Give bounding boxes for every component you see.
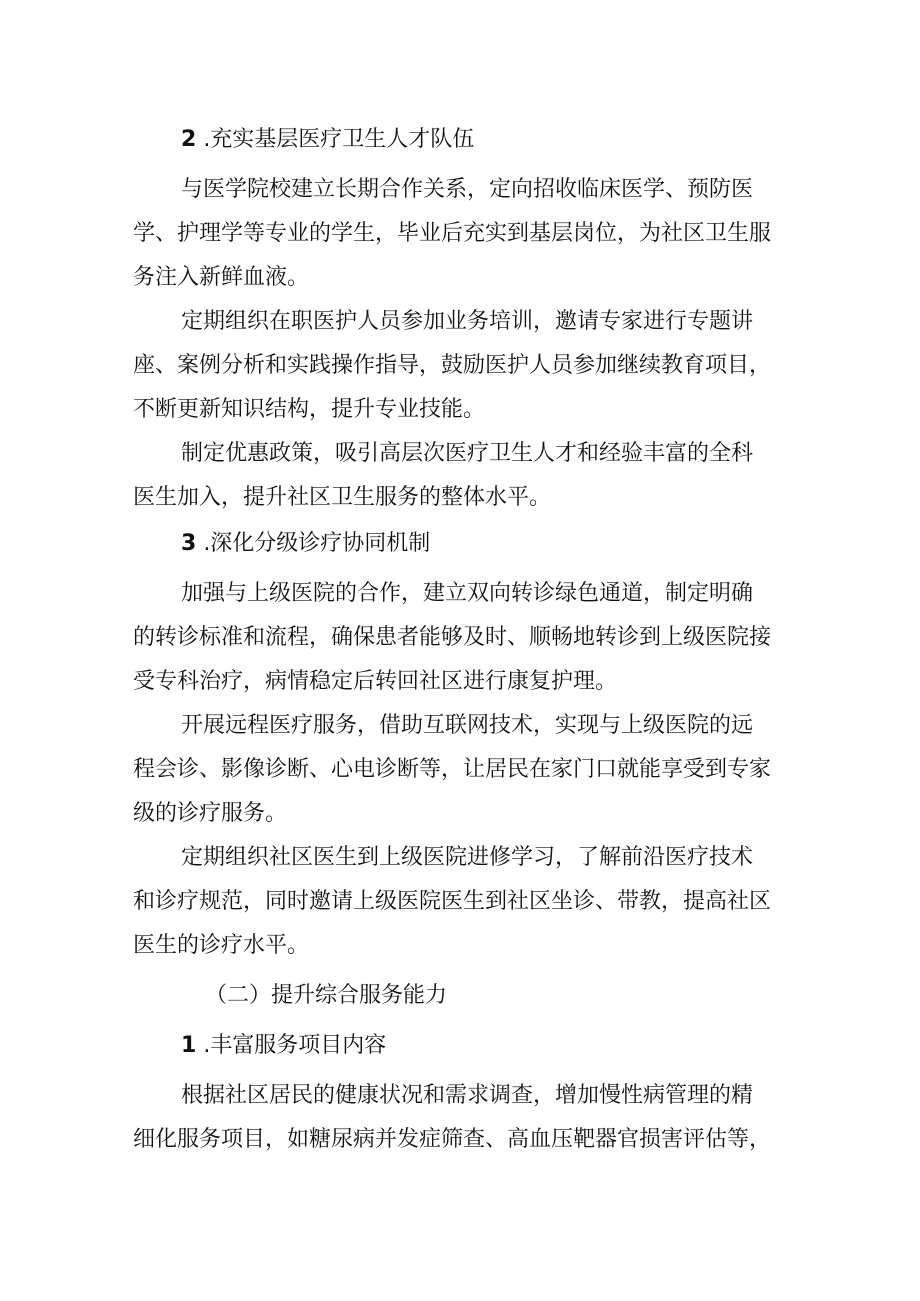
paragraph-line: 务注入新鲜血液。 xyxy=(133,265,310,290)
heading-number: 2 xyxy=(181,127,197,152)
paragraph xyxy=(133,836,793,968)
paragraph-line: 制定优惠政策，吸引高层次医疗卫生人才和经验丰富的全科 xyxy=(181,441,754,466)
paragraph-line: 级的诊疗服务。 xyxy=(133,801,288,826)
paragraph xyxy=(133,572,793,704)
paragraph xyxy=(133,704,793,836)
paragraph-line: 定期组织社区医生到上级医院进修学习，了解前沿医疗技术 xyxy=(181,845,754,870)
paragraph xyxy=(133,432,793,520)
section-heading-2 xyxy=(133,118,841,162)
paragraph-line: 定期组织在职医护人员参加业务培训，邀请专家进行专题讲 xyxy=(181,309,754,334)
paragraph-line: 不断更新知识结构，提升专业技能。 xyxy=(133,397,486,422)
paragraph-line: 医生的诊疗水平。 xyxy=(133,933,310,958)
section-heading-3 xyxy=(133,522,841,566)
subsection-heading xyxy=(133,974,865,1018)
subsection-heading-text: （二）提升综合服务能力 xyxy=(205,983,448,1008)
paragraph xyxy=(133,1074,793,1162)
section-heading-1 xyxy=(133,1024,841,1068)
paragraph xyxy=(133,300,793,432)
heading-text: .充实基层医疗卫生人才队伍 xyxy=(203,127,475,152)
paragraph-line: 座、案例分析和实践操作指导，鼓励医护人员参加继续教育项目， xyxy=(133,353,772,378)
paragraph-line: 根据社区居民的健康状况和需求调查，增加慢性病管理的精 xyxy=(181,1083,754,1108)
heading-number: 1 xyxy=(181,1033,197,1058)
paragraph xyxy=(133,168,793,300)
paragraph-line: 和诊疗规范，同时邀请上级医院医生到社区坐诊、带教，提高社区 xyxy=(133,889,772,914)
heading-text: .丰富服务项目内容 xyxy=(203,1033,387,1058)
paragraph-line: 医生加入，提升社区卫生服务的整体水平。 xyxy=(133,485,552,510)
paragraph-line: 加强与上级医院的合作，建立双向转诊绿色通道，制定明确 xyxy=(181,581,754,606)
paragraph-line: 开展远程医疗服务，借助互联网技术，实现与上级医院的远 xyxy=(181,713,754,738)
heading-text: .深化分级诊疗协同机制 xyxy=(203,531,431,556)
heading-number: 3 xyxy=(181,531,197,556)
paragraph-line: 受专科治疗，病情稳定后转回社区进行康复护理。 xyxy=(133,669,618,694)
paragraph-line: 的转诊标准和流程，确保患者能够及时、顺畅地转诊到上级医院接 xyxy=(133,625,772,650)
paragraph-line: 程会诊、影像诊断、心电诊断等，让居民在家门口就能享受到专家 xyxy=(133,757,772,782)
paragraph-line: 细化服务项目，如糖尿病并发症筛查、高血压靶器官损害评估等， xyxy=(133,1127,772,1152)
paragraph-line: 学、护理学等专业的学生，毕业后充实到基层岗位，为社区卫生服 xyxy=(133,221,772,246)
paragraph-line: 与医学院校建立长期合作关系，定向招收临床医学、预防医 xyxy=(181,177,754,202)
